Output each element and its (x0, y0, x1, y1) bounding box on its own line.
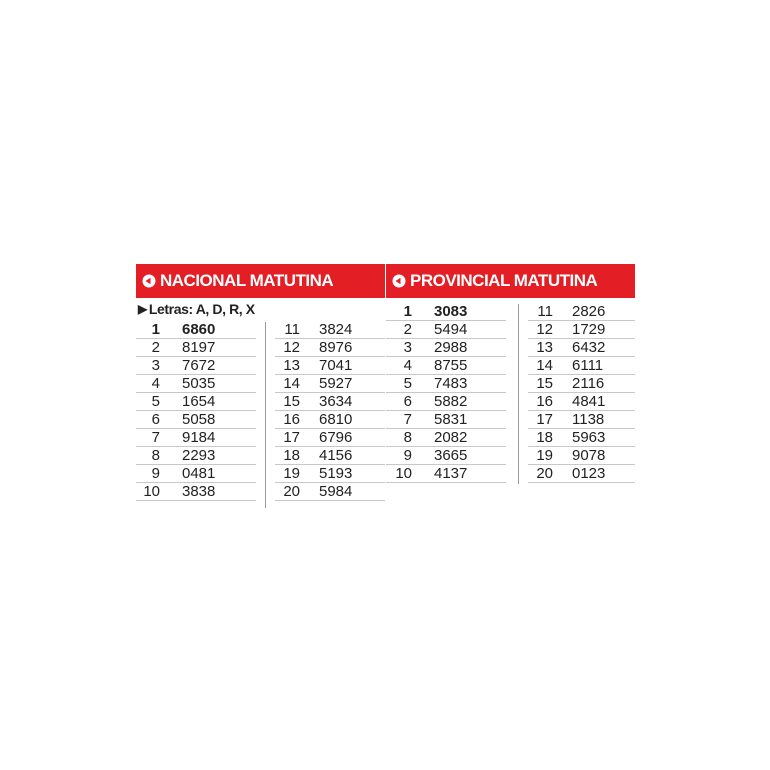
letras-text: Letras: A, D, R, X (148, 301, 255, 317)
draw-position: 6 (151, 411, 160, 428)
drawn-number: 3634 (319, 393, 353, 410)
result-row (275, 483, 385, 501)
drawn-number: 4841 (572, 393, 606, 410)
result-row (136, 375, 256, 393)
result-row (528, 339, 635, 357)
drawn-number: 0123 (572, 465, 606, 482)
drawn-number: 8197 (182, 339, 216, 356)
result-row (528, 429, 635, 447)
column-divider (518, 304, 519, 484)
draw-position: 20 (283, 483, 300, 500)
draw-position: 16 (536, 393, 553, 410)
drawn-number: 5963 (572, 429, 606, 446)
result-row (275, 429, 385, 447)
drawn-number: 8755 (434, 357, 468, 374)
nacional-matutina-panel (136, 264, 385, 500)
draw-position: 10 (143, 483, 160, 500)
draw-position: 19 (536, 447, 553, 464)
draw-position: 6 (403, 393, 412, 410)
result-row (528, 447, 635, 465)
drawn-number: 9184 (182, 429, 216, 446)
result-row (275, 411, 385, 429)
drawn-number: 4137 (434, 465, 468, 482)
result-row (136, 321, 256, 339)
play-triangle-icon: ▶ (138, 302, 147, 316)
draw-position: 8 (403, 429, 412, 446)
draw-position: 20 (536, 465, 553, 482)
arrow-circle-icon (142, 274, 156, 288)
draw-position: 2 (151, 339, 160, 356)
result-row (386, 375, 506, 393)
result-row (386, 411, 506, 429)
drawn-number: 7672 (182, 357, 216, 374)
result-row (528, 465, 635, 483)
draw-position: 1 (403, 303, 412, 320)
draw-position: 12 (283, 339, 300, 356)
drawn-number: 2116 (572, 375, 605, 392)
drawn-number: 4156 (319, 447, 353, 464)
column-divider (265, 322, 266, 508)
result-row (275, 339, 385, 357)
drawn-number: 5494 (434, 321, 468, 338)
drawn-number: 5058 (182, 411, 216, 428)
result-row (275, 393, 385, 411)
drawn-number: 2082 (434, 429, 468, 446)
letras-line (138, 301, 255, 317)
result-row (386, 393, 506, 411)
drawn-number: 8976 (319, 339, 353, 356)
draw-position: 18 (536, 429, 553, 446)
result-row (136, 393, 256, 411)
result-row (136, 483, 256, 501)
result-row (386, 357, 506, 375)
draw-position: 18 (283, 447, 300, 464)
draw-position: 7 (151, 429, 160, 446)
draw-position: 1 (151, 321, 160, 338)
draw-position: 19 (283, 465, 300, 482)
drawn-number: 3083 (434, 303, 468, 320)
drawn-number: 6111 (572, 357, 604, 374)
drawn-number: 7483 (434, 375, 468, 392)
result-row (136, 465, 256, 483)
drawn-number: 5984 (319, 483, 353, 500)
draw-position: 15 (536, 375, 553, 392)
draw-position: 7 (403, 411, 412, 428)
drawn-number: 6810 (319, 411, 353, 428)
drawn-number: 3838 (182, 483, 216, 500)
drawn-number: 1138 (572, 411, 605, 428)
drawn-number: 0481 (182, 465, 216, 482)
result-row (136, 339, 256, 357)
draw-position: 12 (536, 321, 553, 338)
draw-position: 2 (403, 321, 412, 338)
result-row (136, 447, 256, 465)
draw-position: 4 (151, 375, 160, 392)
draw-position: 9 (403, 447, 412, 464)
result-row (386, 429, 506, 447)
drawn-number: 1729 (572, 321, 606, 338)
result-row (386, 447, 506, 465)
result-row (528, 375, 635, 393)
draw-position: 9 (151, 465, 160, 482)
nacional-header (136, 264, 385, 298)
provincial-header (386, 264, 635, 298)
result-row (386, 339, 506, 357)
drawn-number: 9078 (572, 447, 606, 464)
drawn-number: 3824 (319, 321, 353, 338)
result-row (275, 375, 385, 393)
result-row (136, 429, 256, 447)
drawn-number: 1654 (182, 393, 216, 410)
drawn-number: 5035 (182, 375, 216, 392)
result-row (275, 357, 385, 375)
draw-position: 3 (151, 357, 160, 374)
draw-position: 15 (283, 393, 300, 410)
draw-position: 10 (395, 465, 412, 482)
drawn-number: 3665 (434, 447, 468, 464)
drawn-number: 2293 (182, 447, 216, 464)
result-row (136, 357, 256, 375)
drawn-number: 5927 (319, 375, 353, 392)
drawn-number: 2826 (572, 303, 606, 320)
result-row (528, 393, 635, 411)
result-row (275, 465, 385, 483)
draw-position: 17 (536, 411, 553, 428)
result-row (528, 357, 635, 375)
drawn-number: 5882 (434, 393, 468, 410)
draw-position: 8 (151, 447, 160, 464)
result-row (136, 411, 256, 429)
draw-position: 11 (284, 321, 300, 338)
drawn-number: 7041 (319, 357, 353, 374)
provincial-title: PROVINCIAL MATUTINA (410, 271, 598, 290)
nacional-title: NACIONAL MATUTINA (160, 271, 334, 290)
result-row (528, 411, 635, 429)
result-row (275, 447, 385, 465)
draw-position: 13 (283, 357, 300, 374)
draw-position: 14 (283, 375, 300, 392)
result-row (386, 465, 506, 483)
provincial-matutina-panel (386, 264, 635, 482)
draw-position: 16 (283, 411, 300, 428)
arrow-circle-icon (392, 274, 406, 288)
drawn-number: 5193 (319, 465, 353, 482)
draw-position: 4 (403, 357, 412, 374)
drawn-number: 6796 (319, 429, 353, 446)
drawn-number: 5831 (434, 411, 468, 428)
draw-position: 13 (536, 339, 553, 356)
drawn-number: 2988 (434, 339, 468, 356)
result-row (528, 321, 635, 339)
draw-position: 17 (283, 429, 300, 446)
draw-position: 5 (403, 375, 412, 392)
draw-position: 3 (403, 339, 412, 356)
draw-position: 11 (537, 303, 553, 320)
result-row (528, 303, 635, 321)
draw-position: 5 (151, 393, 160, 410)
drawn-number: 6432 (572, 339, 606, 356)
result-row (275, 321, 385, 339)
drawn-number: 6860 (182, 321, 216, 338)
draw-position: 14 (536, 357, 553, 374)
result-row (386, 321, 506, 339)
result-row (386, 303, 506, 321)
